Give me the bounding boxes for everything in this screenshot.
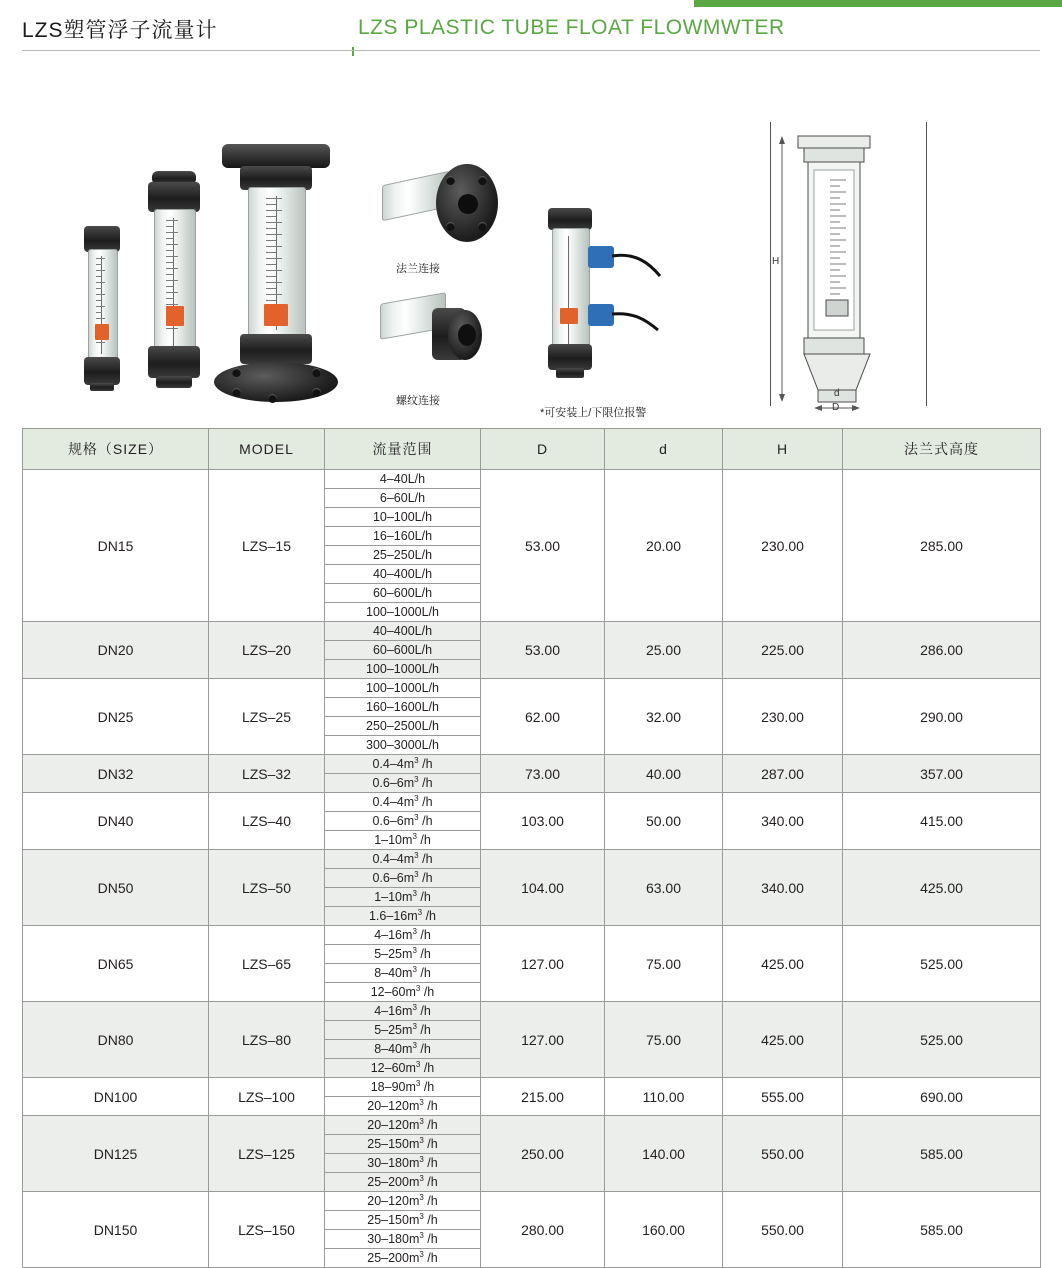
title-divider — [352, 47, 354, 56]
cell-D: 53.00 — [481, 470, 605, 622]
cell-size: DN150 — [23, 1192, 209, 1268]
cell-flange-height: 425.00 — [843, 850, 1041, 926]
cell-size: DN15 — [23, 470, 209, 622]
cell-flow-range: 60–600L/h — [325, 584, 481, 603]
cell-H: 425.00 — [723, 926, 843, 1002]
th-D: D — [481, 429, 605, 470]
cell-d: 20.00 — [605, 470, 723, 622]
cell-flow-range: 160–1600L/h — [325, 698, 481, 717]
table-row — [23, 755, 1041, 774]
page-header — [0, 0, 1062, 56]
spec-table-wrap — [22, 428, 1040, 1268]
cell-size: DN125 — [23, 1116, 209, 1192]
table-row — [23, 850, 1041, 869]
cell-flow-range: $1-10m^3$ /h — [325, 831, 481, 850]
cell-flow-range: 6–60L/h — [325, 489, 481, 508]
cell-model: LZS–65 — [209, 926, 325, 1002]
cell-size: DN65 — [23, 926, 209, 1002]
cell-model: LZS–32 — [209, 755, 325, 793]
cell-flow-range: $12-60m^3$ /h — [325, 1059, 481, 1078]
cell-size: DN40 — [23, 793, 209, 850]
flange-connection-label: 法兰连接 — [396, 263, 440, 275]
table-row — [23, 679, 1041, 698]
cell-size: DN50 — [23, 850, 209, 926]
th-model: MODEL — [209, 429, 325, 470]
cell-d: 32.00 — [605, 679, 723, 755]
cell-flow-range: $4-16m^3$ /h — [325, 926, 481, 945]
table-row — [23, 793, 1041, 812]
cell-flange-height: 690.00 — [843, 1078, 1041, 1116]
th-d: d — [605, 429, 723, 470]
cell-D: 127.00 — [481, 1002, 605, 1078]
cell-flow-range: $0.6-6m^3$ /h — [325, 774, 481, 793]
cell-H: 425.00 — [723, 1002, 843, 1078]
cell-size: DN80 — [23, 1002, 209, 1078]
cell-model: LZS–40 — [209, 793, 325, 850]
cell-model: LZS–150 — [209, 1192, 325, 1268]
cell-flow-range: $5-25m^3$ /h — [325, 1021, 481, 1040]
cell-D: 73.00 — [481, 755, 605, 793]
cell-flow-range: $8-40m^3$ /h — [325, 964, 481, 983]
cell-flow-range: 40–400L/h — [325, 565, 481, 584]
table-row — [23, 926, 1041, 945]
page-title-en: LZS PLASTIC TUBE FLOAT FLOWMWTER — [358, 16, 785, 39]
alarm-cable-icon — [610, 242, 664, 338]
cell-flange-height: 525.00 — [843, 926, 1041, 1002]
dim-label-h: H — [772, 256, 780, 267]
cell-model: LZS–25 — [209, 679, 325, 755]
cell-flange-height: 585.00 — [843, 1192, 1041, 1268]
cell-flow-range: $25-200m^3$ /h — [325, 1249, 481, 1268]
cell-model: LZS–15 — [209, 470, 325, 622]
cell-d: 110.00 — [605, 1078, 723, 1116]
table-row — [23, 1002, 1041, 1021]
cell-H: 230.00 — [723, 679, 843, 755]
cell-H: 225.00 — [723, 622, 843, 679]
dimension-drawing — [752, 114, 942, 414]
cell-H: 550.00 — [723, 1192, 843, 1268]
cell-size: DN32 — [23, 755, 209, 793]
thread-connection-label: 螺纹连接 — [396, 395, 440, 407]
cell-D: 250.00 — [481, 1116, 605, 1192]
cell-flow-range: 250–2500L/h — [325, 717, 481, 736]
cell-flow-range: $30-180m^3$ /h — [325, 1230, 481, 1249]
cell-flow-range: $12-60m^3$ /h — [325, 983, 481, 1002]
cell-flow-range: 10–100L/h — [325, 508, 481, 527]
cell-model: LZS–20 — [209, 622, 325, 679]
table-row — [23, 1078, 1041, 1097]
cell-flow-range: $20-120m^3$ /h — [325, 1116, 481, 1135]
table-row — [23, 1192, 1041, 1211]
cell-d: 25.00 — [605, 622, 723, 679]
product-illustrations — [0, 56, 1062, 419]
cell-flow-range: 100–1000L/h — [325, 679, 481, 698]
cell-flow-range: $25-200m^3$ /h — [325, 1173, 481, 1192]
cell-flow-range: $30-180m^3$ /h — [325, 1154, 481, 1173]
cell-model: LZS–125 — [209, 1116, 325, 1192]
cell-flange-height: 357.00 — [843, 755, 1041, 793]
cell-flow-range: $18-90m^3$ /h — [325, 1078, 481, 1097]
cell-flow-range: 100–1000L/h — [325, 660, 481, 679]
th-flow-range: 流量范围 — [325, 429, 481, 470]
cell-flange-height: 286.00 — [843, 622, 1041, 679]
cell-D: 104.00 — [481, 850, 605, 926]
cell-flow-range: $1.6-16m^3$ /h — [325, 907, 481, 926]
cell-flow-range: $5-25m^3$ /h — [325, 945, 481, 964]
cell-flow-range: 300–3000L/h — [325, 736, 481, 755]
cell-flow-range: $25-150m^3$ /h — [325, 1211, 481, 1230]
cell-model: LZS–80 — [209, 1002, 325, 1078]
cell-flow-range: 100–1000L/h — [325, 603, 481, 622]
cell-flow-range: $0.4-4m^3$ /h — [325, 850, 481, 869]
dim-label-dd: D — [832, 402, 840, 413]
cell-flow-range: 40–400L/h — [325, 622, 481, 641]
cell-size: DN25 — [23, 679, 209, 755]
cell-H: 287.00 — [723, 755, 843, 793]
dim-label-d: d — [834, 388, 840, 399]
cell-H: 555.00 — [723, 1078, 843, 1116]
cell-flow-range: $0.4-4m^3$ /h — [325, 793, 481, 812]
spec-table — [22, 428, 1041, 1268]
table-row — [23, 1116, 1041, 1135]
cell-D: 280.00 — [481, 1192, 605, 1268]
cell-flow-range: 25–250L/h — [325, 546, 481, 565]
cell-flow-range: $0.4-4m^3$ /h — [325, 755, 481, 774]
th-size: 规格（SIZE） — [23, 429, 209, 470]
cell-D: 215.00 — [481, 1078, 605, 1116]
table-header-row — [23, 429, 1041, 470]
table-body — [23, 470, 1041, 1268]
cell-D: 62.00 — [481, 679, 605, 755]
cell-flange-height: 285.00 — [843, 470, 1041, 622]
cell-model: LZS–50 — [209, 850, 325, 926]
cell-size: DN20 — [23, 622, 209, 679]
cell-flow-range: $20-120m^3$ /h — [325, 1192, 481, 1211]
header-rule — [22, 50, 1040, 51]
cell-D: 53.00 — [481, 622, 605, 679]
cell-flow-range: $1-10m^3$ /h — [325, 888, 481, 907]
cell-D: 103.00 — [481, 793, 605, 850]
alarm-note: *可安装上/下限位报警 — [540, 407, 647, 419]
cell-flange-height: 585.00 — [843, 1116, 1041, 1192]
cell-flow-range: 4–40L/h — [325, 470, 481, 489]
cell-H: 550.00 — [723, 1116, 843, 1192]
cell-size: DN100 — [23, 1078, 209, 1116]
cell-flange-height: 290.00 — [843, 679, 1041, 755]
cell-d: 160.00 — [605, 1192, 723, 1268]
cell-D: 127.00 — [481, 926, 605, 1002]
cell-flange-height: 525.00 — [843, 1002, 1041, 1078]
cell-flow-range: $0.6-6m^3$ /h — [325, 812, 481, 831]
table-row — [23, 622, 1041, 641]
cell-flow-range: $0.6-6m^3$ /h — [325, 869, 481, 888]
cell-d: 63.00 — [605, 850, 723, 926]
cell-flow-range: $4-16m^3$ /h — [325, 1002, 481, 1021]
cell-d: 75.00 — [605, 926, 723, 1002]
th-flange-height: 法兰式高度 — [843, 429, 1041, 470]
page-title-cn: LZS塑管浮子流量计 — [22, 19, 218, 42]
cell-flow-range: $8-40m^3$ /h — [325, 1040, 481, 1059]
cell-H: 230.00 — [723, 470, 843, 622]
cell-flange-height: 415.00 — [843, 793, 1041, 850]
cell-H: 340.00 — [723, 850, 843, 926]
cell-d: 40.00 — [605, 755, 723, 793]
cell-d: 50.00 — [605, 793, 723, 850]
cell-model: LZS–100 — [209, 1078, 325, 1116]
cell-H: 340.00 — [723, 793, 843, 850]
cell-flow-range: $20-120m^3$ /h — [325, 1097, 481, 1116]
cell-d: 140.00 — [605, 1116, 723, 1192]
cell-flow-range: $25-150m^3$ /h — [325, 1135, 481, 1154]
table-row — [23, 470, 1041, 489]
cell-flow-range: 60–600L/h — [325, 641, 481, 660]
th-H: H — [723, 429, 843, 470]
cell-d: 75.00 — [605, 1002, 723, 1078]
accent-bar — [694, 0, 1062, 7]
cell-flow-range: 16–160L/h — [325, 527, 481, 546]
